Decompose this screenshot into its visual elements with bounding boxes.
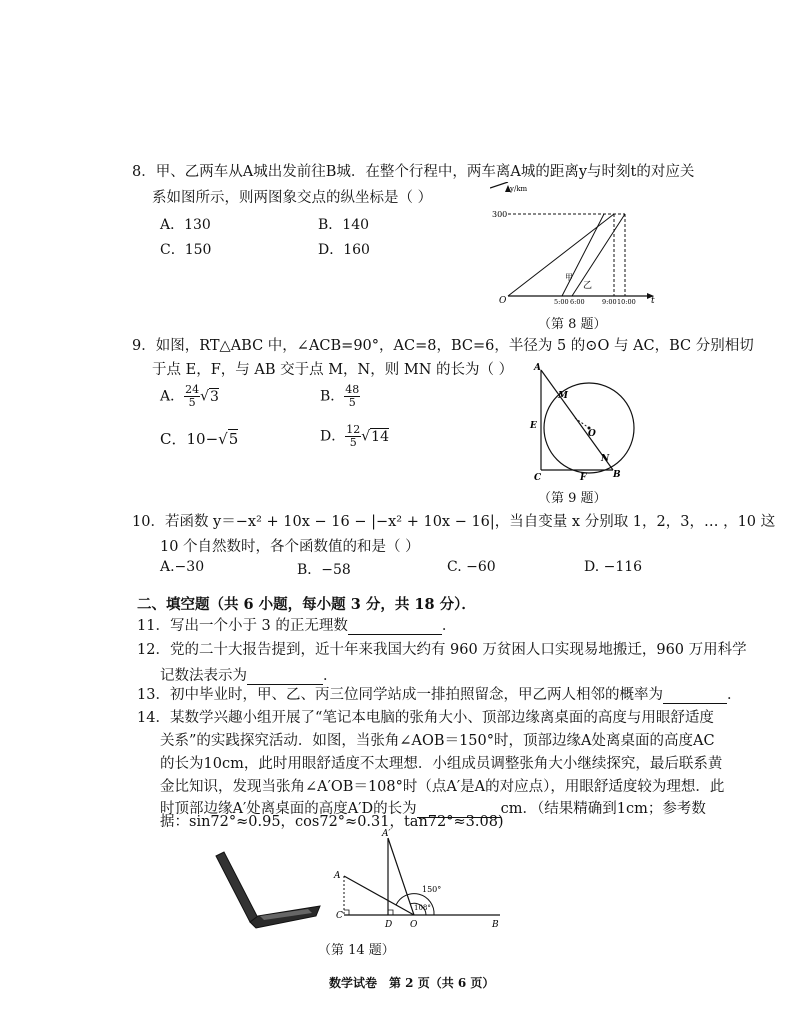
q9-option-d-num: 12 <box>346 423 361 436</box>
q13-answer-blank[interactable] <box>663 689 727 704</box>
q14-right-angle-d <box>388 910 393 915</box>
q11-end: ． <box>441 618 457 634</box>
q14-label-c: C <box>336 911 343 921</box>
q8-label-yi: 乙 <box>583 281 593 291</box>
q14-line1: 14．某数学兴趣小组开展了“笔记本电脑的张角大小、顶部边缘离桌面的高度与用眼舒适度 <box>137 710 714 726</box>
q9-option-a-num: 24 <box>185 383 200 396</box>
q9-figure <box>525 360 645 485</box>
q14-angle-108: 108° <box>414 904 431 912</box>
q8-figure <box>490 182 665 310</box>
q14-label-o: O <box>410 920 418 930</box>
q10-option-b: B．−58 <box>297 562 351 578</box>
q9-option-a-rad: 3 <box>210 388 219 405</box>
q14-line4: 金比知识，发现当张角∠A′OB＝108°时（点A′是A的对应点），用眼舒适度较为理想．此 <box>160 779 725 795</box>
laptop-base <box>250 906 320 928</box>
q9-label-n: N <box>601 454 610 464</box>
q14-figure <box>330 826 510 932</box>
q8-xlabel: t <box>651 296 655 306</box>
q10-line1: 10．若函数 y＝−x² + 10x − 16 − |−x² + 10x − 16|，当自变量 x 分别取 1，2，3，… ，10 这 <box>132 514 776 530</box>
q9-option-d-den: 5 <box>349 436 357 449</box>
q8-option-d: D．160 <box>318 242 370 258</box>
q9-option-a-label: A． <box>160 388 185 405</box>
q9-option-b-fraction <box>344 384 360 409</box>
laptop-screen <box>216 852 258 922</box>
q11-text: 11．写出一个小于 3 的正无理数 <box>137 618 348 634</box>
q12-end: ． <box>323 668 338 684</box>
q13 <box>137 683 741 704</box>
q8-ylabel: y/km <box>510 185 528 193</box>
q10-option-d: D. −116 <box>584 559 643 575</box>
q14-line6: 据：sin72°≈0.95，cos72°≈0.31，tan72°≈3.08) <box>160 814 504 830</box>
q9-line2: 于点 E，F，与 AB 交于点 M，N，则 MN 的长为（ ） <box>152 362 514 378</box>
q14-line5-a: 时顶部边缘A′处离桌面的高度A′D的长为 <box>160 801 417 817</box>
q13-end: ． <box>726 687 742 703</box>
q9-label-m: M <box>558 391 568 401</box>
page-footer: 数学试卷 第 2 页（共 6 页） <box>329 976 495 990</box>
q14-label-d: D <box>385 920 393 930</box>
q9-option-d-rad: 14 <box>371 428 389 445</box>
q9-label-a: A <box>534 363 541 373</box>
q9-option-c: C．10−√5 <box>160 430 239 448</box>
q8-caption: （第 8 题） <box>538 317 607 332</box>
q14-line5-b: cm．（结果精确到1cm；参考数 <box>500 801 706 817</box>
q9-option-a-den: 5 <box>188 396 196 409</box>
q9-option-d-label: D． <box>320 428 346 445</box>
q8-xtick-600: 6:00 <box>570 298 585 306</box>
q9-option-a-fraction <box>184 384 200 409</box>
q9-option-c-text: 10− <box>186 430 219 448</box>
q9-line1: 9．如图，RT△ABC 中，∠ACB=90°，AC=8，BC=6，半径为 5 的⊙O 与 AC，BC 分别相切 <box>132 338 754 354</box>
q14-label-aprime: A′ <box>382 829 391 839</box>
q9-option-a: A． $\frac{24}{5}$ √3 <box>160 383 219 409</box>
q14-laptop-image <box>212 850 324 930</box>
q14-seg-ao <box>344 876 414 915</box>
q9-label-e: E <box>530 421 537 431</box>
q10-option-a: A.−30 <box>160 559 205 575</box>
q8-xtick-1000: 10:00 <box>617 298 636 306</box>
q8-line1: 8．甲、乙两车从A城出发前往B城．在整个行程中，两车离A城的距离y与时刻t的对应关 <box>132 164 695 180</box>
q9-option-d-fraction <box>345 424 361 449</box>
q8-y-axis <box>490 182 508 188</box>
q11-answer-blank[interactable] <box>348 620 442 635</box>
q9-option-c-label: C． <box>160 430 187 448</box>
q8-origin: O <box>499 296 507 306</box>
q9-option-c-rad: 5 <box>228 430 239 448</box>
q9-caption: （第 9 题） <box>538 491 607 506</box>
q14-line3: 的长为10cm，此时用眼舒适度不太理想．小组成员调整张角大小继续探究，最后联系黄 <box>160 756 723 772</box>
q14-right-angle-c <box>344 910 349 915</box>
q9-label-c: C <box>534 473 542 483</box>
q10-option-c: C. −60 <box>447 559 496 575</box>
q8-line2: 系如图所示，则两图象交点的纵坐标是（ ） <box>152 190 433 206</box>
q8-y-tick: 300 <box>492 210 508 219</box>
q9-option-b <box>320 384 360 409</box>
q13-text: 13．初中毕业时，甲、乙、丙三位同学站成一排拍照留念，甲乙两人相邻的概率为 <box>137 687 663 703</box>
q12-line2 <box>160 664 338 685</box>
q14-angle-150: 150° <box>422 885 442 894</box>
q9-label-f: F <box>580 473 587 483</box>
q8-label-jia: 甲 <box>565 273 573 282</box>
q9-option-b-label: B． <box>320 388 345 405</box>
q9-option-d: D． $\frac{12}{5}$ √14 <box>320 423 389 449</box>
q14-caption: （第 14 题） <box>318 943 395 958</box>
q12-text: 记数法表示为 <box>160 668 247 684</box>
q14-label-a: A <box>334 871 341 881</box>
q12-line1: 12．党的二十大报告提到，近十年来我国大约有 960 万贫困人口实现易地搬迁，960 万用科学 <box>137 642 747 658</box>
q10-line2: 10 个自然数时，各个函数值的和是（ ） <box>160 539 420 555</box>
q14-line2: 关系”的实践探究活动．如图，当张角∠AOB＝150°时，顶部边缘A处离桌面的高度AC <box>160 733 715 749</box>
q9-label-b: B <box>613 470 621 480</box>
q8-xtick-500: 5:00 <box>554 298 569 306</box>
q11 <box>137 614 456 635</box>
q9-option-b-den: 5 <box>348 396 356 409</box>
q8-option-a: A．130 <box>160 217 211 233</box>
q14-label-b: B <box>492 920 499 930</box>
section2-title: 二、填空题（共 6 小题，每小题 3 分，共 18 分）． <box>137 596 476 613</box>
q9-label-o: O <box>588 429 596 439</box>
q8-xtick-900: 9:00 <box>602 298 617 306</box>
q9-option-b-num: 48 <box>345 383 360 396</box>
q8-option-b: B．140 <box>318 217 370 233</box>
q8-option-c: C．150 <box>160 242 212 258</box>
